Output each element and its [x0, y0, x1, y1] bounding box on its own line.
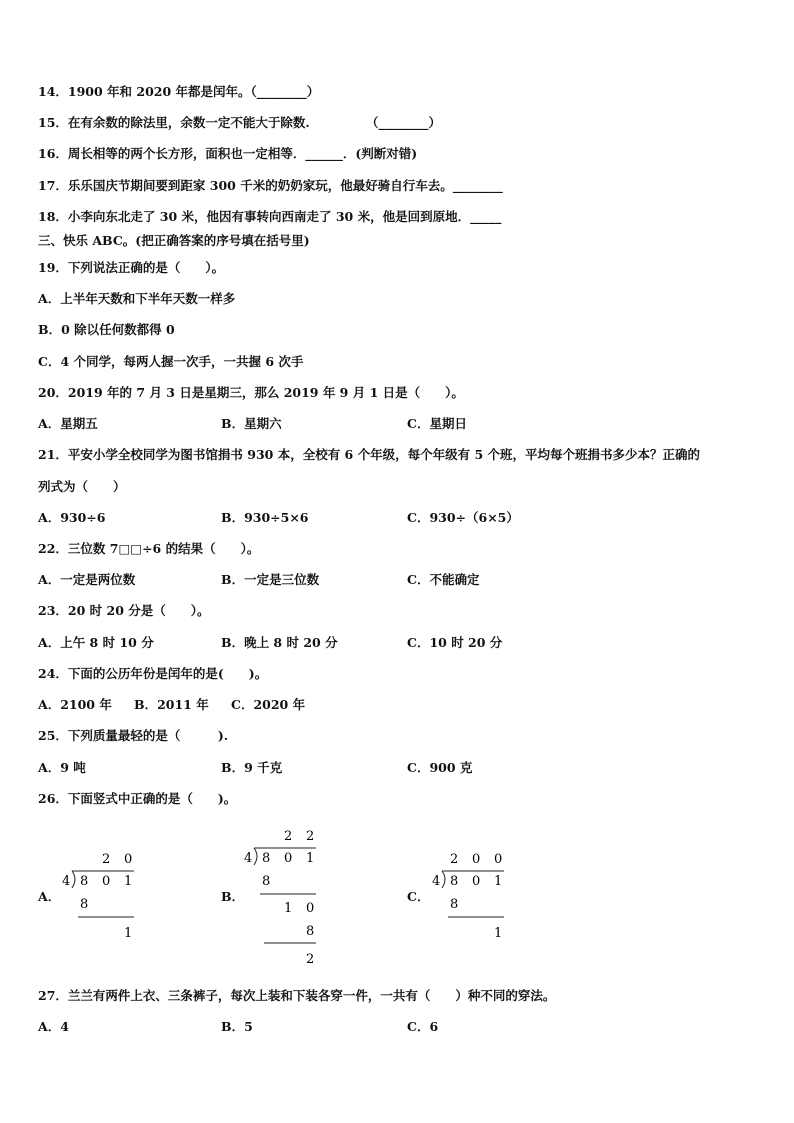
question-16: 16．周长相等的两个长方形，面积也一定相等．______．(判断对错) [38, 146, 418, 161]
subtrahend: 8 [450, 897, 459, 912]
question-24-option-a: A．2100 年 [38, 697, 112, 712]
question-26-option-b-label: B． [221, 889, 245, 904]
question-19-option-a: A．上半年天数和下半年天数一样多 [38, 291, 236, 306]
question-17: 17．乐乐国庆节期间要到距家 300 千米的奶奶家玩，他最好骑自行车去。________ [38, 178, 503, 193]
remainder: 1 [124, 926, 133, 941]
question-21-option-b: B．930÷5×6 [221, 510, 309, 525]
question-19-stem: 19．下列说法正确的是（ ）。 [38, 260, 225, 275]
quotient-digit: 2 [284, 829, 293, 844]
divisor: 4 [62, 874, 71, 889]
question-20-option-a: A．星期五 [38, 416, 98, 431]
long-division-c [428, 845, 528, 945]
question-24-option-c: C．2020 年 [231, 697, 306, 712]
divisor: 4 [432, 874, 441, 889]
quotient-digit: 0 [124, 852, 133, 867]
question-19-option-c: C．4 个同学，每两人握一次手，一共握 6 次手 [38, 354, 304, 369]
question-20-stem: 20．2019 年的 7 月 3 日是星期三，那么 2019 年 9 月 1 日是（ ）。 [38, 385, 464, 400]
quotient-digit: 2 [306, 829, 315, 844]
question-27-option-c: C．6 [407, 1019, 439, 1034]
dividend-digit: 8 [450, 874, 459, 889]
question-26-option-c-label: C． [407, 889, 430, 904]
question-25-option-a: A．9 吨 [38, 760, 86, 775]
question-22-stem: 22．三位数 7□□÷6 的结果（ ）。 [38, 541, 260, 556]
question-23-option-b: B．晚上 8 时 20 分 [221, 635, 338, 650]
remainder: 1 [494, 926, 503, 941]
partial-dividend-digit: 0 [306, 901, 315, 916]
question-18: 18．小李向东北走了 30 米，他因有事转向西南走了 30 米，他是回到原地．_____ [38, 209, 502, 224]
section-3-title: 三、快乐 ABC。(把正确答案的序号填在括号里) [38, 233, 310, 248]
dividend-digit: 1 [494, 874, 503, 889]
question-22-option-c: C．不能确定 [407, 572, 480, 587]
question-21-stem-line2: 列式为（ ） [38, 479, 126, 494]
partial-dividend-digit: 1 [284, 901, 293, 916]
question-14: 14．1900 年和 2020 年都是闰年。（________） [38, 84, 320, 99]
question-23-option-c: C．10 时 20 分 [407, 635, 503, 650]
question-27-option-b: B．5 [221, 1019, 253, 1034]
question-21-stem-line1: 21．平安小学全校同学为图书馆捐书 930 本，全校有 6 个年级，每个年级有 5 个班，平均每个班捐书多少本？正确的 [38, 447, 700, 462]
quotient-digit: 0 [472, 852, 481, 867]
quotient-digit: 2 [102, 852, 111, 867]
question-21-option-c: C．930÷（6×5） [407, 510, 519, 525]
question-19-option-b: B．0 除以任何数都得 0 [38, 322, 175, 337]
question-24-stem: 24．下面的公历年份是闰年的是( )。 [38, 666, 268, 681]
question-26-stem: 26．下面竖式中正确的是（ )。 [38, 791, 237, 806]
division-bracket [442, 871, 445, 888]
subtrahend: 8 [306, 924, 315, 939]
divisor: 4 [244, 851, 253, 866]
question-27-option-a: A．4 [38, 1019, 69, 1034]
division-bracket [72, 871, 75, 888]
dividend-digit: 0 [472, 874, 481, 889]
remainder: 2 [306, 952, 315, 967]
question-22-option-b: B．一定是三位数 [221, 572, 320, 587]
subtrahend: 8 [80, 897, 89, 912]
dividend-digit: 1 [124, 874, 133, 889]
dividend-digit: 8 [262, 851, 271, 866]
division-bracket [254, 848, 257, 865]
question-21-option-a: A．930÷6 [38, 510, 106, 525]
dividend-digit: 0 [284, 851, 293, 866]
question-26-option-a-label: A． [38, 889, 61, 904]
quotient-digit: 0 [494, 852, 503, 867]
question-25-stem: 25．下列质量最轻的是（ ). [38, 728, 229, 743]
question-24-option-b: B．2011 年 [134, 697, 209, 712]
quotient-digit: 2 [450, 852, 459, 867]
long-division-b [240, 822, 335, 972]
dividend-digit: 8 [80, 874, 89, 889]
question-25-option-b: B．9 千克 [221, 760, 283, 775]
question-27-stem: 27．兰兰有两件上衣、三条裤子，每次上装和下装各穿一件，一共有（ ）种不同的穿法。 [38, 988, 556, 1003]
subtrahend: 8 [262, 874, 271, 889]
long-division-a [58, 845, 148, 945]
question-22-option-a: A．一定是两位数 [38, 572, 136, 587]
question-23-stem: 23．20 时 20 分是（ ）。 [38, 603, 210, 618]
question-15: 15．在有余数的除法里，余数一定不能大于除数. （________） [38, 115, 441, 130]
question-20-option-b: B．星期六 [221, 416, 282, 431]
question-20-option-c: C．星期日 [407, 416, 467, 431]
dividend-digit: 1 [306, 851, 315, 866]
question-25-option-c: C．900 克 [407, 760, 473, 775]
dividend-digit: 0 [102, 874, 111, 889]
question-23-option-a: A．上午 8 时 10 分 [38, 635, 154, 650]
